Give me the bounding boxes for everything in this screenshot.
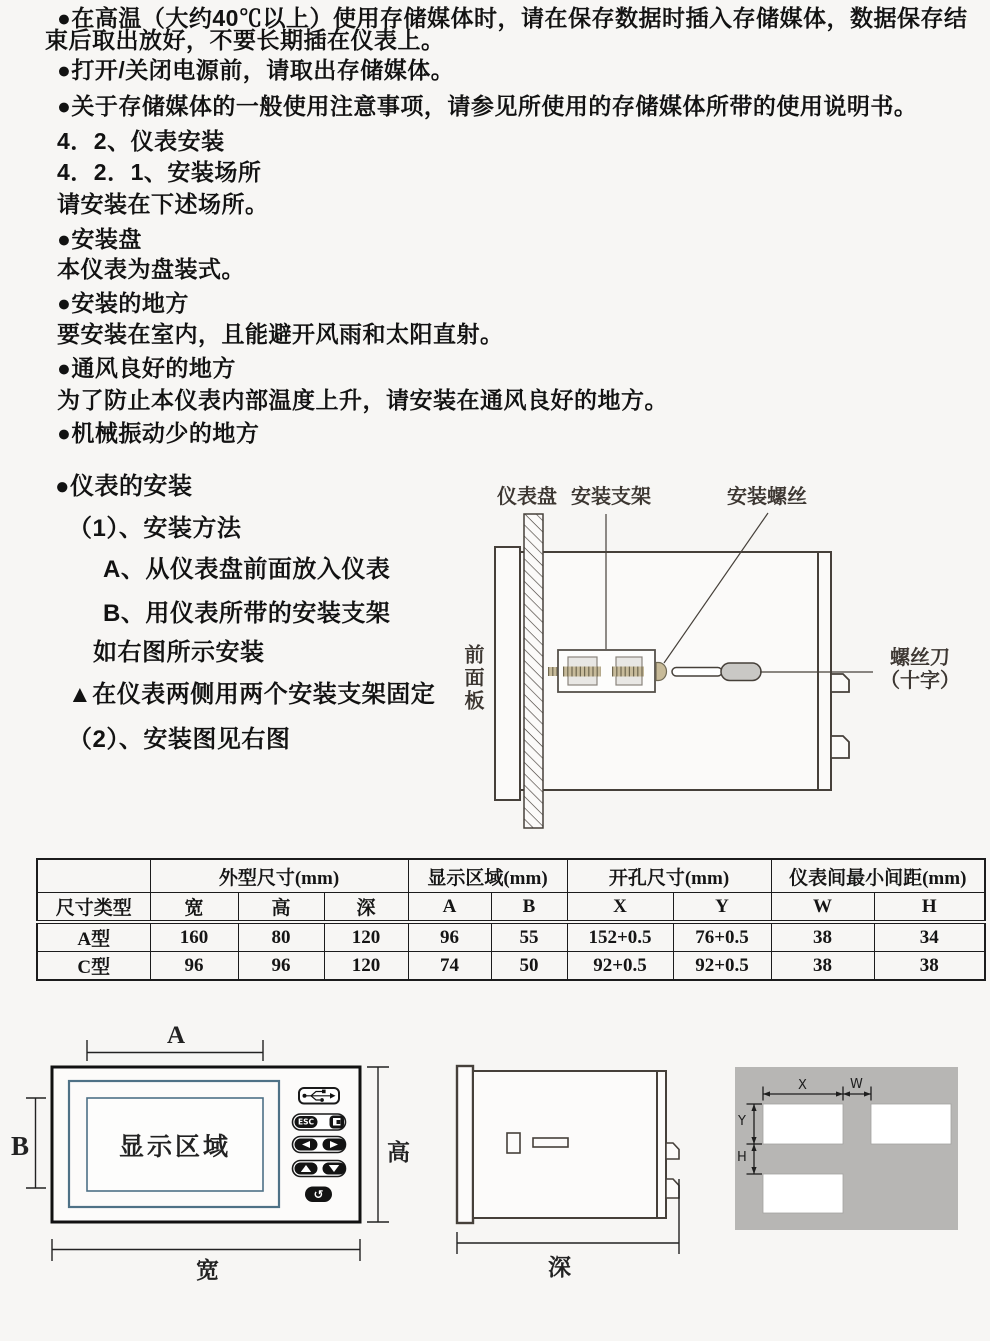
- cell: A型: [37, 922, 150, 952]
- dim-label-x: X: [798, 1078, 807, 1093]
- cell: C型: [37, 952, 150, 981]
- dim-label-width: 宽: [196, 1258, 219, 1283]
- text-line: ●安装盘: [57, 226, 142, 252]
- dim-label-h: H: [737, 1150, 747, 1165]
- side-latch-lower: [666, 1179, 679, 1198]
- cell: 76+0.5: [673, 922, 771, 952]
- mounting-bracket-assembly: [548, 650, 667, 692]
- text-line: A、从仪表盘前面放入仪表: [103, 556, 391, 583]
- text-line: ●安装的地方: [57, 290, 189, 316]
- text-line: ●通风良好的地方: [57, 355, 236, 381]
- cell: 尺寸类型: [37, 893, 150, 923]
- cell: 50: [491, 952, 567, 981]
- cell: 120: [324, 952, 408, 981]
- dim-label-a: A: [167, 1022, 186, 1049]
- cell: 宽: [150, 893, 238, 923]
- text-line: 束后取出放好，不要长期插在仪表上。: [45, 27, 445, 53]
- display-page-icon: [330, 1116, 345, 1129]
- cutout-hole-3: [763, 1174, 843, 1213]
- table-header-row-columns: [37, 893, 985, 923]
- cell: 160: [150, 922, 238, 952]
- cell: 开孔尺寸(mm): [567, 859, 771, 893]
- side-view-drawing: [440, 1030, 700, 1280]
- text-line: 如右图所示安装: [93, 639, 265, 666]
- text-line: ●在高温（大约40℃以上）使用存储媒体时，请在保存数据时插入存储媒体，数据保存结: [57, 5, 968, 31]
- enter-button[interactable]: [305, 1187, 332, 1203]
- text-line: ●仪表的安装: [55, 473, 193, 500]
- text-line: ●机械振动少的地方: [57, 420, 260, 446]
- label-mounting-bracket: 安装支架: [571, 486, 651, 508]
- cell: 74: [408, 952, 491, 981]
- section-heading: 4．2．1、安装场所: [57, 159, 262, 185]
- cell: 38: [771, 952, 874, 981]
- label-screwdriver-line1: 螺丝刀: [890, 647, 950, 669]
- label-screwdriver-line2: （十字）: [880, 670, 960, 692]
- dim-label-height: 高: [387, 1140, 410, 1165]
- cell: 外型尺寸(mm): [150, 859, 408, 893]
- usb-button[interactable]: [299, 1088, 339, 1104]
- cell: W: [771, 893, 874, 923]
- cell: 55: [491, 922, 567, 952]
- table-row-type-a: [37, 922, 985, 952]
- dim-label-depth: 深: [548, 1255, 571, 1280]
- cell: 38: [771, 922, 874, 952]
- cell: 96: [408, 922, 491, 952]
- cell: 深: [324, 893, 408, 923]
- cell: 96: [150, 952, 238, 981]
- cell: Y: [673, 893, 771, 923]
- left-right-button-row[interactable]: [293, 1137, 346, 1153]
- label-front-panel: 前面板: [461, 644, 483, 713]
- up-down-button-row[interactable]: [293, 1161, 346, 1177]
- cell: 显示区域(mm): [408, 859, 567, 893]
- table-row-type-c: [37, 952, 985, 981]
- label-instrument-panel: 仪表盘: [497, 486, 557, 508]
- cell: 152+0.5: [567, 922, 673, 952]
- dim-label-b: B: [11, 1131, 30, 1161]
- text-line: 本仪表为盘装式。: [57, 256, 245, 282]
- label-screwdriver: [878, 647, 962, 693]
- label-mounting-screw: 安装螺丝: [727, 486, 807, 508]
- cell: X: [567, 893, 673, 923]
- cell: 80: [238, 922, 324, 952]
- text-line: 要安装在室内，且能避开风雨和太阳直射。: [57, 321, 504, 347]
- case-latch-lower: [831, 736, 849, 758]
- text-line: ●打开/关闭电源前，请取出存储媒体。: [57, 57, 455, 83]
- cell: 92+0.5: [567, 952, 673, 981]
- dim-height-lines: [367, 1067, 389, 1222]
- text-line: ●关于存储媒体的一般使用注意事项，请参见所使用的存储媒体所带的使用说明书。: [57, 93, 918, 119]
- cell: 38: [874, 952, 985, 981]
- cell: 96: [238, 952, 324, 981]
- cell: 34: [874, 922, 985, 952]
- cutout-hole-2: [871, 1104, 951, 1144]
- cell: 92+0.5: [673, 952, 771, 981]
- display-area-label: 显示区域: [118, 1133, 231, 1161]
- text-line: B、用仪表所带的安装支架: [103, 600, 391, 627]
- cutout-hole-1: [763, 1104, 843, 1144]
- case-latch-upper: [831, 674, 849, 692]
- cell: 高: [238, 893, 324, 923]
- esc-button-row[interactable]: [293, 1114, 346, 1130]
- side-rear-strip: [657, 1071, 666, 1218]
- side-bezel: [457, 1066, 473, 1223]
- text-line: 为了防止本仪表内部温度上升，请安装在通风良好的地方。: [57, 387, 668, 413]
- panel-hatched-strip: [524, 514, 543, 828]
- section-heading: 4．2、仪表安装: [57, 128, 225, 154]
- text-line: （2）、安装图见右图: [68, 726, 291, 753]
- cell: A: [408, 893, 491, 923]
- cell: 仪表间最小间距(mm): [771, 859, 985, 893]
- text-line: 请安装在下述场所。: [57, 191, 269, 217]
- mounting-screw-head: [656, 663, 667, 681]
- table-header-row-groups: [37, 859, 985, 893]
- side-body: [473, 1071, 657, 1218]
- cell: 120: [324, 922, 408, 952]
- dimension-table: [36, 858, 986, 981]
- text-line: （1）、安装方法: [68, 515, 242, 542]
- enter-loop-icon: ↺: [313, 1187, 324, 1202]
- dim-label-w: W: [850, 1077, 863, 1092]
- front-panel-shape: [495, 547, 520, 800]
- cell: B: [491, 893, 567, 923]
- esc-label: ESC: [297, 1117, 315, 1127]
- cell: H: [874, 893, 985, 923]
- side-latch-upper: [666, 1143, 679, 1159]
- cell: [37, 859, 150, 893]
- dim-label-y: Y: [738, 1114, 746, 1129]
- text-line: ▲在仪表两侧用两个安装支架固定: [68, 681, 436, 708]
